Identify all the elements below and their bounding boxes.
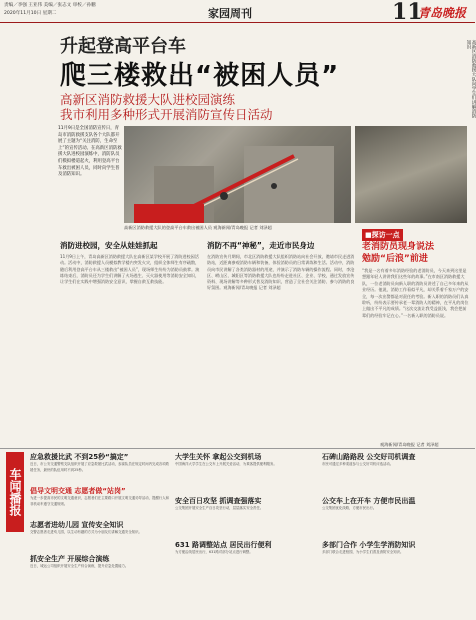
column-2-body: 在消防宣传月期间，市北区消防救援大队组织消防站向社会开放，邀请市民走进消防站，近距离参观消防车辆和装备，体验消防员的日常训练和生活。活动中，消防员向市民讲解了各类消防器材的用途，并演示了消防车辆的操作流程。同时，李沧区、崂山区、城阳区等消防救援大队也纷纷走进社区、企业、学校，通过发放宣传资料、现场讲解等多种形式普及消防知识，营造了全社会关注消防、参与消防的良好氛围。观海新闻/青岛晚报 记者 刘泽超 bbox=[207, 254, 355, 291]
headline-deck-1: 高新区消防救援大队进校园演练 bbox=[60, 92, 236, 107]
broadcast-column-3 bbox=[322, 452, 470, 620]
main-photo bbox=[124, 126, 351, 223]
brief-7-body: 为方便沿线居民出行，631路对部分站点进行调整。 bbox=[175, 550, 253, 554]
main-photo-caption: 高新区消防救援大队的登高平台车救出被困人员 观海新闻/青岛晚报 记者 刘泽超 bbox=[124, 225, 272, 230]
brief-4-title: 抓安全生产 开展综合演练 bbox=[30, 555, 110, 563]
section-name: 家园周刊 bbox=[208, 7, 252, 20]
page-number: 11 bbox=[392, 0, 423, 25]
side-story-title-2: 勉励“后浪”前进 bbox=[362, 254, 428, 264]
brief-1-body: 近日，市公安交通警察支队组织开展了应急救援比武活动，参赛队员在规定时间内完成各项救援任务，最快的队伍用时不到25秒。 bbox=[30, 462, 170, 472]
brief-10-body: 多部门联合走进校园，为小学生们普及消防安全知识。 bbox=[322, 550, 404, 554]
brief-9-body: 公交集团优化线路，方便市民出行。 bbox=[322, 506, 377, 510]
brief-6-title: 安全百日攻坚 抓调查强落实 bbox=[175, 497, 262, 505]
brief-9-title: 公交车上在开车 方便市民出温 bbox=[322, 497, 416, 505]
section-divider bbox=[0, 448, 475, 449]
column-1-body: 11月9日上午，青岛高新区消防救援大队在高新区某学校开展了消防进校园活动。活动中，消防救援人员模拟教学楼内突发火灾，组织全体师生有序疏散，随后利用登高平台车从三楼救出“被困人员”，现场师生纷纷为消防员鼓掌。演练结束后，消防员还为学生们讲解了火场逃生、灭火器使用等消防安全知识，让学生们在实践中增强消防安全意识，掌握自救互救技能。 bbox=[60, 254, 200, 285]
brief-2-body: 为进一步提高市民的文明交通意识，志愿者们在主要路口开展文明交通劝导活动，提醒行人和非机动车遵守交通规则。 bbox=[30, 496, 170, 506]
brief-5-title: 大学生关怀 拿起公交到机场 bbox=[175, 453, 262, 461]
brief-4-body: 近日，城运公司组织开展安全生产综合演练，提升应急处置能力。 bbox=[30, 564, 129, 568]
broadcast-column-1 bbox=[30, 452, 170, 620]
side-story-byline: 观海新闻/青岛晚报 记者 刘泽超 bbox=[380, 442, 439, 447]
brief-10-title: 多部门合作 小学生学消防知识 bbox=[322, 541, 416, 549]
side-story-title-1: 老消防员现身说法 bbox=[362, 242, 435, 252]
headline-main: 爬三楼救出“被困人员” bbox=[60, 61, 340, 91]
brief-8-body: 市民可通过多种渠道参与公交好司机评选活动。 bbox=[322, 462, 394, 466]
issue-date: 2020年11月10日 星期二 bbox=[4, 11, 57, 16]
brief-6-body: 公交集团开展安全生产百日攻坚行动，层层落实安全责任。 bbox=[175, 506, 264, 510]
side-story-rubric: ■探访一点 bbox=[362, 229, 403, 241]
broadcast-column-2 bbox=[175, 452, 315, 620]
newspaper-name: 青岛晚报 bbox=[418, 6, 467, 20]
editor-credits: 责编／李强 王亚伟 美编／张志文 审校／孙鹏 bbox=[4, 3, 96, 8]
brief-7-title: 631 路调整站点 居民出行便利 bbox=[175, 541, 272, 549]
headline-kicker: 升起登高平台车 bbox=[60, 36, 186, 57]
brief-3-title: 志愿者进幼儿园 宣传安全知识 bbox=[30, 521, 124, 529]
car-broadcast-rubric: 车闻播报 bbox=[6, 452, 24, 532]
column-1-title: 消防进校园，安全从娃娃抓起 bbox=[60, 241, 158, 250]
column-2-title: 消防不再“神秘”，走近市民身边 bbox=[207, 241, 315, 250]
side-story-body: “我是一名有着多年消防经验的老消防员，今天来到这里是想跟年轻人讲讲我们这些年的故事。”在市南区消防救援大队，一位老消防员向新入职的消防员讲述了自己多年来的从业经历。他说，消防工作看似平凡，却关系着千家万户的安全，每一次出警都是对责任的考验。新入职的消防员们认真聆听，纷纷表示要传承老一辈消防人的精神，在平凡的岗位上做出不平凡的成绩。“这次交流让我受益匪浅，我会把前辈们的经验牢记在心。”一名新入职的消防员说。 bbox=[362, 268, 469, 318]
brief-3-body: 交警志愿者走进幼儿园，以生动有趣的方式为小朋友们讲解交通安全知识。 bbox=[30, 530, 142, 534]
fire-truck-ladder-image bbox=[124, 126, 351, 223]
intro-caption: 11月9日是全国消防宣传日，青岛市消防救援支队各个大队都开展了主题为“关注消防，生命至上”的宣传活动。在高新区消防救援大队进校园演练中，消防队员们模拟楼道起火，利用登高平台车救出被困人员，同时向学生普及消防知识。 bbox=[58, 126, 122, 178]
brief-1-title: 应急救援比武 不到25秒“搞定” bbox=[30, 453, 129, 461]
brief-2-title: 倡导文明交通 志愿者做“站岗” bbox=[30, 487, 126, 495]
brief-8-title: 石碑山路路段 公交好司机调查 bbox=[322, 453, 416, 461]
headline-deck-2: 我市利用多种形式开展消防宣传日活动 bbox=[60, 107, 273, 122]
side-photo bbox=[355, 126, 467, 223]
brief-5-body: 中国海洋大学学生在公交车上开展关爱活动，为乘客提供便利服务。 bbox=[175, 462, 277, 466]
side-photo-label: 高新区消防救援大队向学生们讲解消防知识 bbox=[466, 40, 476, 119]
